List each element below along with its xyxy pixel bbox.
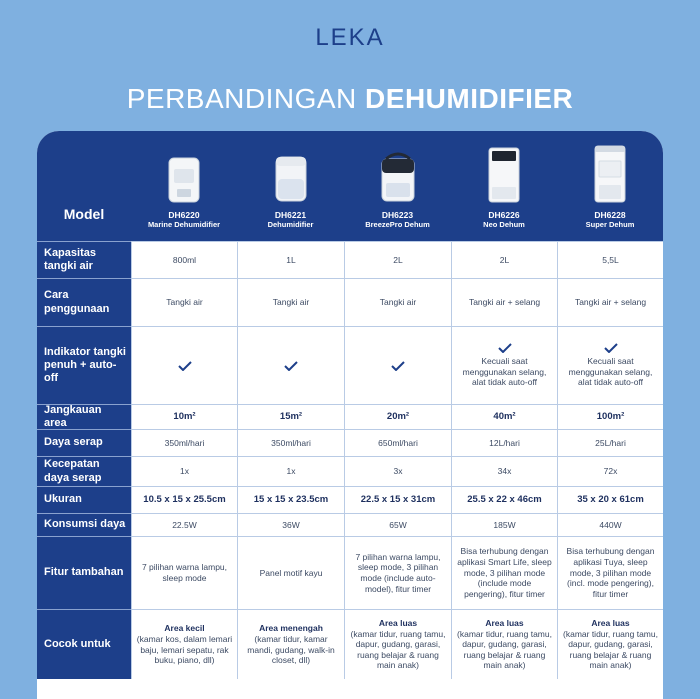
cell: 20m² — [344, 404, 451, 429]
header-model-label: Model — [37, 131, 131, 241]
check-icon — [498, 343, 512, 353]
cell — [451, 326, 557, 404]
cell: Tangki air + selang — [451, 278, 557, 326]
cell: 7 pilihan warna lampu, sleep mode — [131, 536, 237, 609]
cell: 100m² — [557, 404, 663, 429]
cell: Tangki air — [131, 278, 237, 326]
product-image-dh6223 — [380, 147, 416, 203]
product-image-dh6220 — [168, 147, 200, 203]
cell: 1L — [237, 241, 344, 278]
row-label: Jangkauan area — [37, 404, 131, 429]
cell: 15 x 15 x 23.5cm — [237, 486, 344, 513]
cell: Tangki air — [237, 278, 344, 326]
title-bold: DEHUMIDIFIER — [365, 83, 574, 114]
product-header-dh6223 — [344, 131, 451, 241]
cell: 10.5 x 15 x 25.5cm — [131, 486, 237, 513]
product-image-dh6228 — [593, 147, 627, 203]
cell — [557, 609, 663, 679]
area-size-label: Area kecil — [164, 623, 205, 634]
row-label: Cocok untuk — [37, 609, 131, 679]
cell — [131, 326, 237, 404]
cell: 1x — [237, 456, 344, 486]
cell — [344, 609, 451, 679]
row-label: Cara penggunaan — [37, 278, 131, 326]
area-examples: (kamar tidur, kamar mandi, gudang, walk-in closet, dll) — [247, 633, 335, 666]
cell: 350ml/hari — [131, 429, 237, 456]
cell — [344, 326, 451, 404]
cell: 440W — [557, 513, 663, 536]
cell: 72x — [557, 456, 663, 486]
row-label: Fitur tambahan — [37, 536, 131, 609]
product-code: DH6221 — [274, 210, 307, 221]
product-code: DH6223 — [381, 210, 414, 221]
cell: Tangki air — [344, 278, 451, 326]
cell — [237, 326, 344, 404]
check-icon — [391, 361, 405, 371]
check-icon — [284, 361, 298, 371]
page-title — [0, 83, 700, 115]
row-label: Konsumsi daya — [37, 513, 131, 536]
cell — [131, 609, 237, 679]
cell: 15m² — [237, 404, 344, 429]
product-image-dh6226 — [487, 147, 521, 203]
cell: 12L/hari — [451, 429, 557, 456]
product-header-dh6221 — [237, 131, 344, 241]
area-size-label: Area luas — [378, 617, 418, 628]
product-name: Super Dehum — [585, 219, 635, 229]
cell: 2L — [451, 241, 557, 278]
product-name: BreezePro Dehum — [365, 219, 430, 229]
cell: 185W — [451, 513, 557, 536]
cell: 650ml/hari — [344, 429, 451, 456]
cell: 5,5L — [557, 241, 663, 278]
cell: 2L — [344, 241, 451, 278]
cell: 7 pilihan warna lampu, sleep mode, 3 pilihan mode (include auto-model), fitur timer — [344, 536, 451, 609]
check-icon — [604, 343, 618, 353]
cell: 3x — [344, 456, 451, 486]
area-size-label: Area luas — [591, 617, 630, 628]
cell: 10m² — [131, 404, 237, 429]
comparison-table — [37, 131, 663, 699]
cell — [451, 609, 557, 679]
area-examples: (kamar tidur, ruang tamu, dapur, gudang, garasi, ruang belajar & ruang main anak) — [563, 628, 658, 671]
cell: Panel motif kayu — [237, 536, 344, 609]
product-name: Dehumidifier — [267, 219, 314, 229]
check-icon — [178, 361, 192, 371]
cell: Tangki air + selang — [557, 278, 663, 326]
row-label: Kecepatan daya serap — [37, 456, 131, 486]
row-label: Daya serap — [37, 429, 131, 456]
row-label: Kapasitas tangki air — [37, 241, 131, 278]
cell-note: Kecuali saat menggunakan selang, alat tidak auto-off — [462, 356, 547, 388]
cell: 1x — [131, 456, 237, 486]
cell: 22.5 x 15 x 31cm — [344, 486, 451, 513]
cell — [557, 326, 663, 404]
area-examples: (kamar tidur, ruang tamu, dapur, gudang, garasi, ruang belajar & ruang main anak) — [350, 628, 446, 671]
cell-note: Kecuali saat menggunakan selang, alat tidak auto-off — [568, 356, 653, 388]
cell: Bisa terhubung dengan aplikasi Smart Life, sleep mode, 3 pilihan mode (include mode pengering), fitur timer — [451, 536, 557, 609]
cell: 40m² — [451, 404, 557, 429]
area-examples: (kamar kos, dalam lemari baju, lemari sepatu, rak buku, piano, dll) — [136, 633, 233, 666]
product-name: Marine Dehumidifier — [147, 219, 221, 229]
cell: 34x — [451, 456, 557, 486]
cell: 800ml — [131, 241, 237, 278]
area-size-label: Area menengah — [259, 623, 323, 634]
area-size-label: Area luas — [485, 617, 524, 628]
cell: 36W — [237, 513, 344, 536]
brand-logo: LEKA — [315, 24, 385, 51]
cell: 25L/hari — [557, 429, 663, 456]
cell: 350ml/hari — [237, 429, 344, 456]
product-header-dh6220 — [131, 131, 237, 241]
area-examples: (kamar tidur, ruang tamu, dapur, gudang, garasi, ruang belajar & ruang main anak) — [457, 628, 552, 671]
product-image-dh6221 — [274, 147, 308, 203]
product-code: DH6228 — [594, 210, 626, 221]
cell: 65W — [344, 513, 451, 536]
product-header-dh6228 — [557, 131, 663, 241]
product-code: DH6220 — [168, 210, 200, 221]
cell: 22.5W — [131, 513, 237, 536]
cell: 25.5 x 22 x 46cm — [451, 486, 557, 513]
product-header-dh6226 — [451, 131, 557, 241]
product-name: Neo Dehum — [483, 219, 525, 229]
cell: 35 x 20 x 61cm — [557, 486, 663, 513]
title-light: PERBANDINGAN — [126, 83, 357, 114]
row-label: Ukuran — [37, 486, 131, 513]
row-label: Indikator tangki penuh + auto-off — [37, 326, 131, 404]
cell — [237, 609, 344, 679]
product-code: DH6226 — [488, 210, 520, 221]
cell: Bisa terhubung dengan aplikasi Tuya, sleep mode, 3 pilihan mode (incl. mode pengering), fitur timer — [557, 536, 663, 609]
